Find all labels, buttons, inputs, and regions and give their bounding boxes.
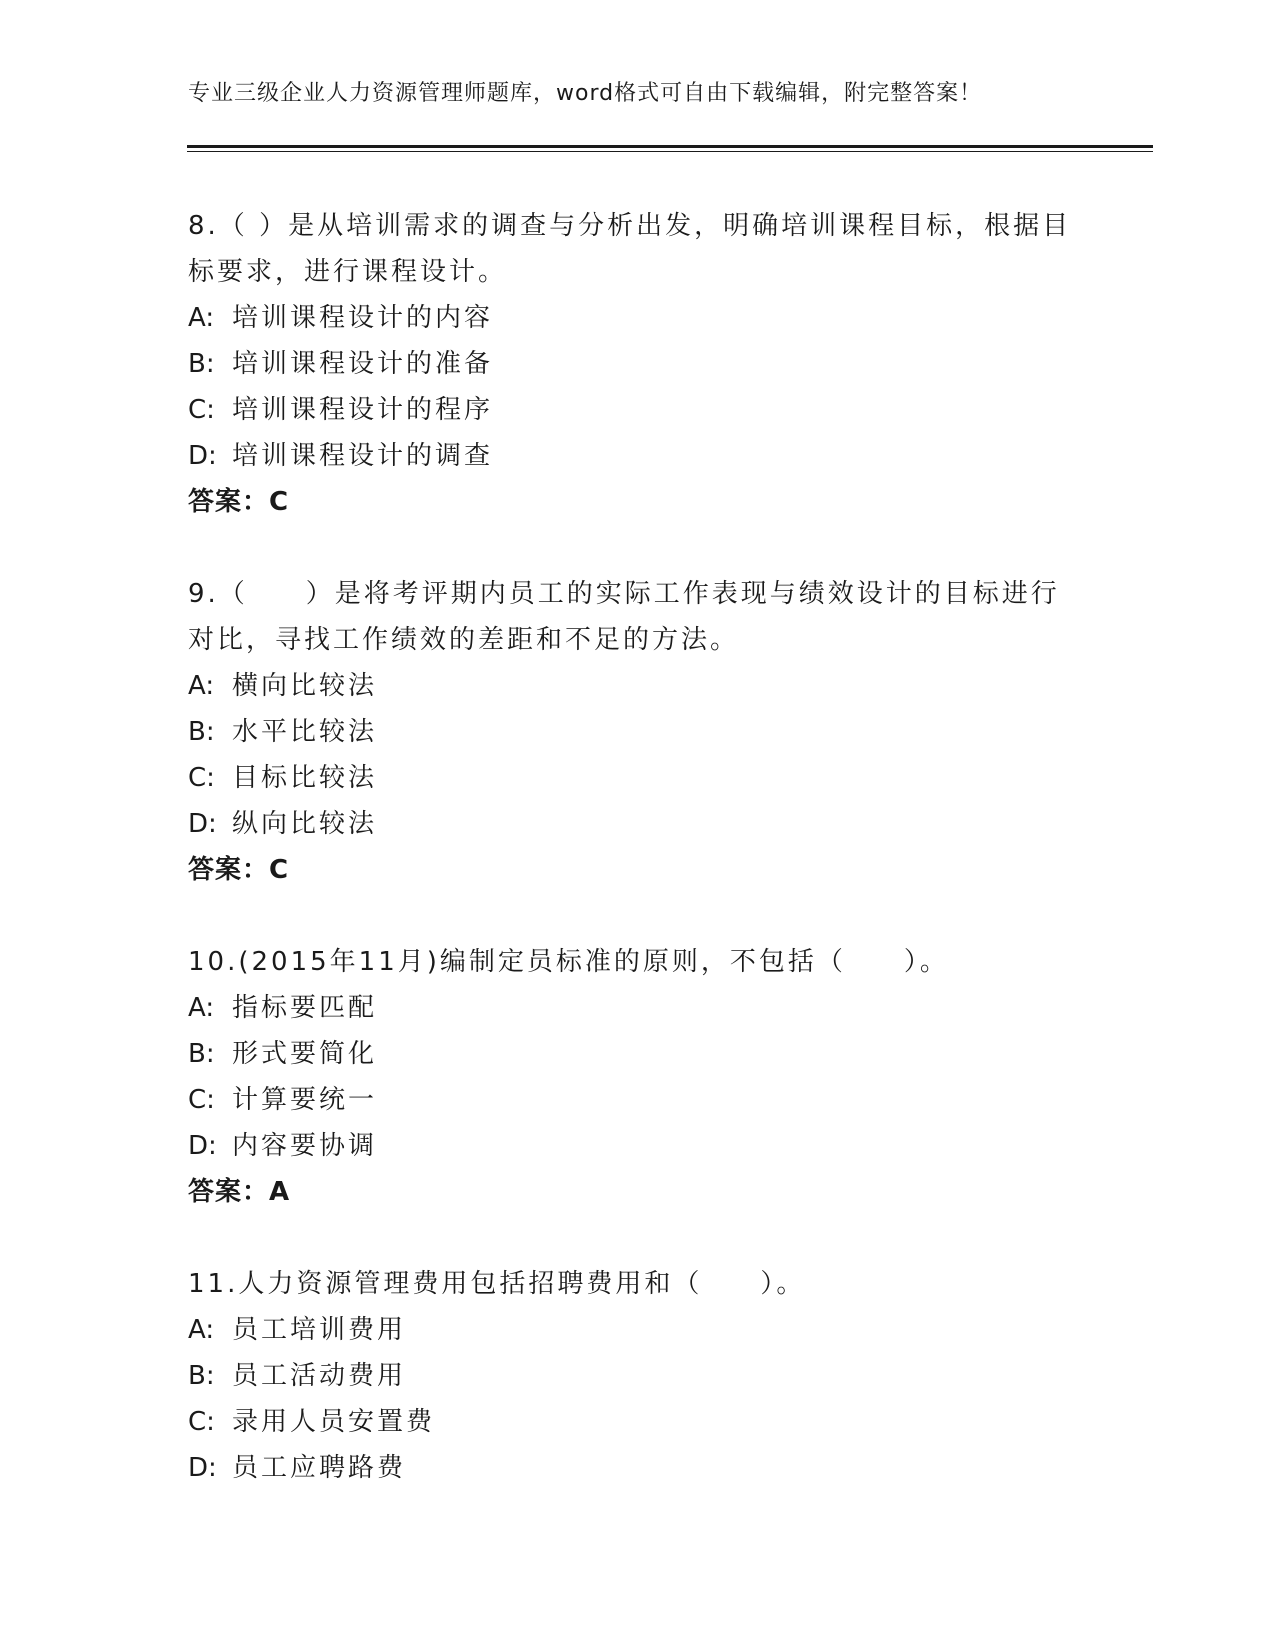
option-b [188, 709, 1088, 755]
option-list [188, 663, 1088, 847]
question-8 [188, 203, 1088, 525]
option-d [188, 801, 1088, 847]
option-list [188, 985, 1088, 1169]
option-letter: A: [188, 303, 215, 333]
option-c [188, 1399, 1088, 1445]
option-letter: D: [188, 809, 217, 839]
option-letter: D: [188, 1131, 217, 1161]
option-letter: B: [188, 349, 215, 379]
option-letter: C: [188, 1085, 215, 1115]
option-letter: B: [188, 1039, 215, 1069]
option-text: 水平比较法 [232, 717, 378, 747]
option-text: 培训课程设计的准备 [232, 349, 494, 379]
option-text: 目标比较法 [232, 763, 378, 793]
option-b [188, 1353, 1088, 1399]
option-text: 培训课程设计的调查 [232, 441, 494, 471]
option-text: 员工活动费用 [232, 1361, 407, 1391]
question-10 [188, 939, 1088, 1215]
option-letter: A: [188, 671, 215, 701]
option-text: 培训课程设计的程序 [232, 395, 494, 425]
option-letter: B: [188, 717, 215, 747]
option-letter: C: [188, 1407, 215, 1437]
option-letter: D: [188, 441, 217, 471]
option-letter: B: [188, 1361, 215, 1391]
option-text: 指标要匹配 [232, 993, 378, 1023]
option-d [188, 433, 1088, 479]
option-text: 纵向比较法 [232, 809, 378, 839]
option-d [188, 1123, 1088, 1169]
option-text: 录用人员安置费 [232, 1407, 436, 1437]
header-rule-thin [187, 151, 1153, 152]
option-a [188, 295, 1088, 341]
option-b [188, 1031, 1088, 1077]
question-text: 11.人力资源管理费用包括招聘费用和（ ）。 [188, 1269, 806, 1299]
answer-line: 答案：C [188, 855, 290, 885]
question-9 [188, 571, 1088, 893]
option-list [188, 295, 1088, 479]
option-text: 计算要统一 [232, 1085, 378, 1115]
option-a [188, 985, 1088, 1031]
option-letter: A: [188, 1315, 215, 1345]
question-11 [188, 1261, 1088, 1491]
question-list [188, 203, 1088, 1537]
option-d [188, 1445, 1088, 1491]
header-rule-thick [187, 145, 1153, 148]
option-a [188, 1307, 1088, 1353]
option-c [188, 387, 1088, 433]
question-text: 8.（ ）是从培训需求的调查与分析出发，明确培训课程目标，根据目标要求，进行课程设计。 [188, 211, 1072, 287]
option-text: 形式要简化 [232, 1039, 378, 1069]
answer-line: 答案：C [188, 487, 290, 517]
option-b [188, 341, 1088, 387]
option-letter: C: [188, 763, 215, 793]
option-list [188, 1307, 1088, 1491]
page-header: 专业三级企业人力资源管理师题库，word格式可自由下载编辑，附完整答案！ [188, 81, 983, 106]
option-letter: A: [188, 993, 215, 1023]
option-text: 员工培训费用 [232, 1315, 407, 1345]
answer-line: 答案：A [188, 1177, 291, 1207]
option-c [188, 1077, 1088, 1123]
option-a [188, 663, 1088, 709]
option-text: 员工应聘路费 [232, 1453, 407, 1483]
option-text: 培训课程设计的内容 [232, 303, 494, 333]
question-text: 10.(2015年11月)编制定员标准的原则，不包括（ ）。 [188, 947, 949, 977]
question-text: 9.（ ）是将考评期内员工的实际工作表现与绩效设计的目标进行对比，寻找工作绩效的差距和不足的方法。 [188, 579, 1060, 655]
option-c [188, 755, 1088, 801]
option-letter: D: [188, 1453, 217, 1483]
option-text: 横向比较法 [232, 671, 378, 701]
option-letter: C: [188, 395, 215, 425]
option-text: 内容要协调 [232, 1131, 378, 1161]
